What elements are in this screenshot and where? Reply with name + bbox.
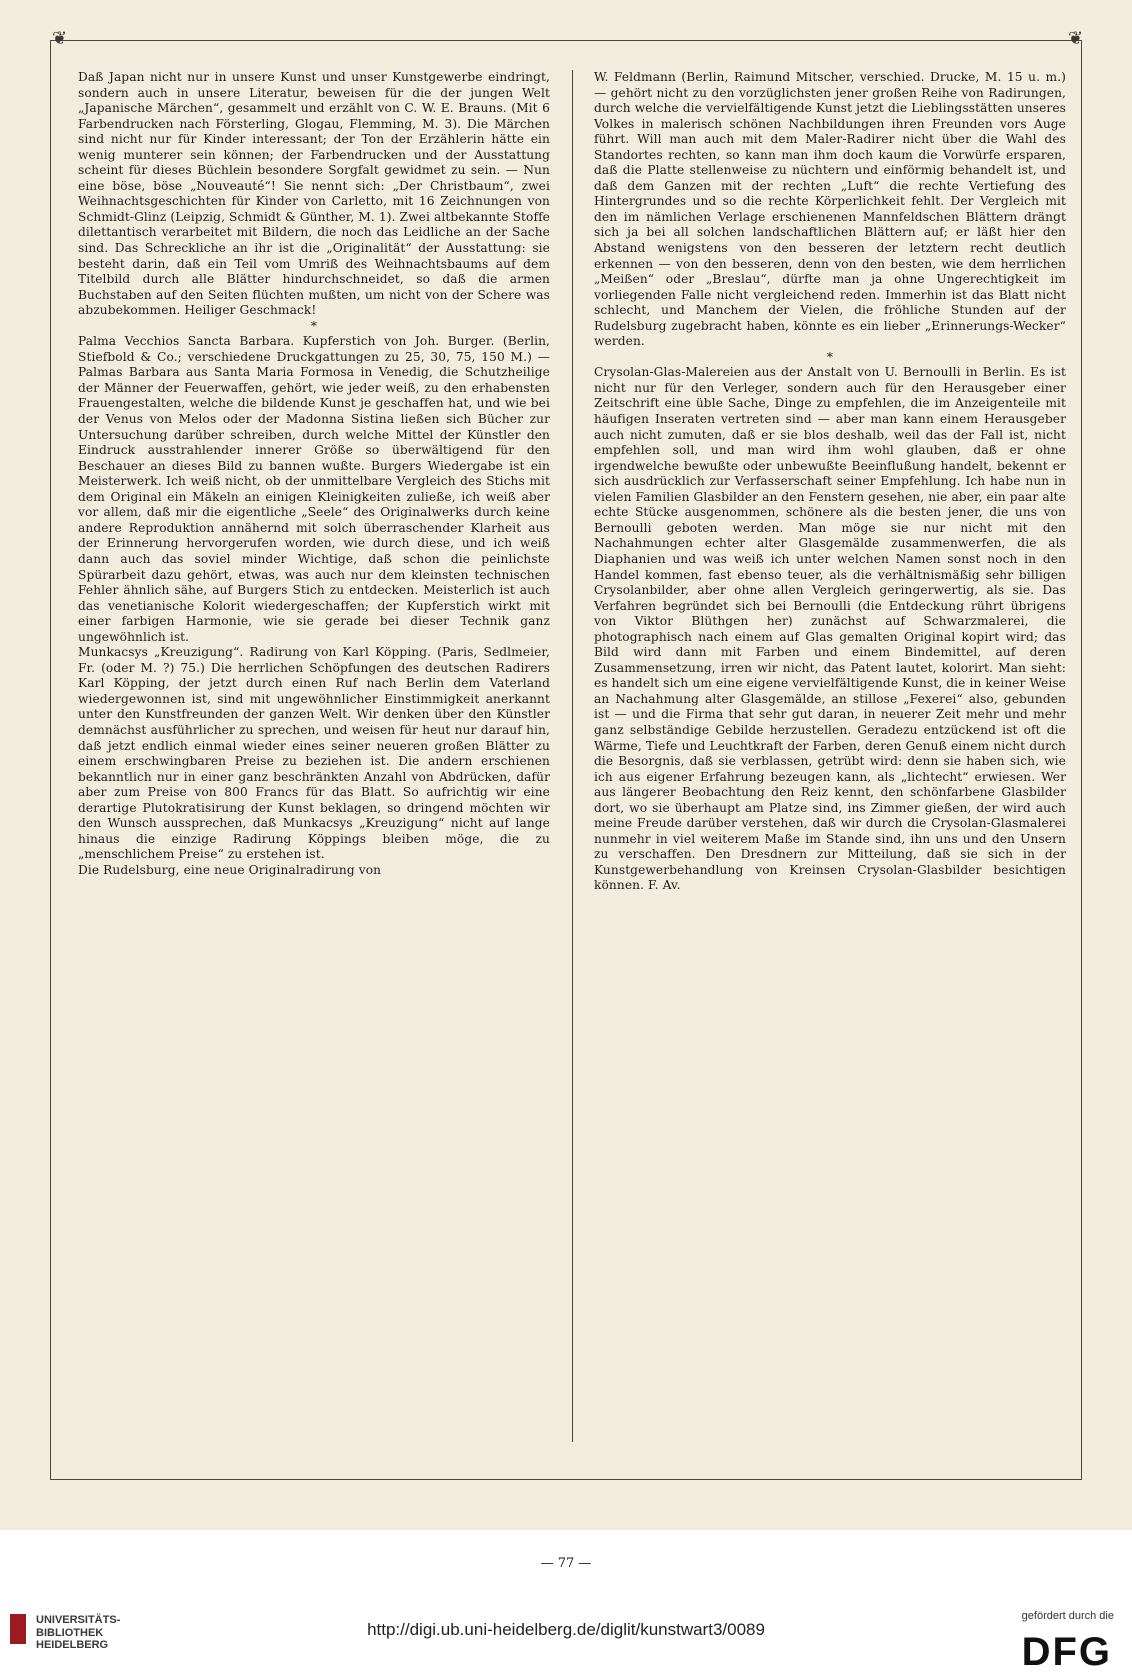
funding-note: gefördert durch die bbox=[1021, 1610, 1114, 1622]
dfg-logo: DFG bbox=[1021, 1630, 1112, 1674]
left-column bbox=[78, 70, 550, 878]
paragraph-crysolan: Crysolan-Glas-Malereien aus der Anstalt von U. Bernoulli in Berlin. Es ist nicht nur für den Verleger, sondern auch für den Herausgeber einer Zeitschrift eine üble Sache, Dinge zu empfehlen, die im Anzeigenteile mit häufigen Inseraten vertreten sind — aber man kann einem Herausgeber auch nicht zumuten, daß er sie blos deshalb, weil das der Fall ist, nicht empfehlen soll, und man wird ihm wohl glauben, daß er ohne irgendwelche bewußte oder unbewußte Beeinflußung handelt, bekennt er sich ausdrücklich zur Verfasserschaft seiner Empfehlung. Ich habe nun in vielen Familien Glasbilder an den Fenstern gesehen, nie aber, ein paar alte echte Stücke ausgenommen, schönere als die besten jener, die uns von Bernoulli geboten werden. Man möge sie nur nicht mit den Nachahmungen echter alter Glasgemälde zusammenwerfen, die als Diaphanien und was weiß ich unter welchen Namen sonst noch in den Handel kommen, fast ebenso teuer, als die verhältnismäßig sehr billigen Crysolanbilder, aber ohne allen Vergleich geringerwertig, als sie. Das Verfahren begründet sich bei Bernoulli (die Entdeckung rührt übrigens von Viktor Blüthgen her) zunächst auf Schwarzmalerei, die photographisch nach einem auf Glas gemalten Original kopirt wird; das Bild wird dann mit Farben und einem Bindemittel, auf deren Zusammensetzung, irren wir nicht, das Patent lautet, kolorirt. Man sieht: es handelt sich um eine eigene vervielfältigende Kunst, die in keiner Weise an Nachahmung alter Glasgemälde, an stillose „Fexerei“ also, gebunden ist — und die Firma that sehr gut daran, in neuerer Zeit mehr und mehr ganz selbständige Gebilde herzustellen. Geradezu entzückend ist oft die Wärme, Tiefe und Leuchtkraft der Farben, deren Genuß einem nicht durch die Besorgnis, daß sie verblassen, getrübt wird: denn sie haben sich, wie ich aus eigener Erfahrung bezeugen kann, als „lichtecht“ erwiesen. Wer aus längerer Beobachtung den Reiz kennt, den schönfarbene Glasbilder dort, wo sie überhaupt am Platze sind, ins Zimmer gießen, der wird auch meine Freude darüber verstehen, daß wir durch die Crysolan-Glasmalerei nunmehr in viel weiterem Maße im Stande sind, ihn uns und den Unsern zu verschaffen. Den Dresdnern zur Mitteilung, daß sie sich in der Kunstgewerbehandlung von Kreinsen Crysolan-Glasbilder besichtigen können. F. Av. bbox=[594, 365, 1066, 893]
paragraph-palma: Palma Vecchios Sancta Barbara. Kupferstich von Joh. Burger. (Berlin, Stiefbold & Co.; verschiedene Druckgattungen zu 25, 30, 75, 150 M.) — Palmas Barbara aus Santa Maria Formosa in Venedig, die Schutzheilige der Männer der Feuerwaffen, gehört, wie jeder weiß, zu den erhabensten Frauengestalten, welche die bildende Kunst je geschaffen hat, und wie bei der Venus von Melos oder der Madonna Sistina ließen sich Bücher zur Untersuchung darüber schreiben, durch welche Mittel der Künstler den Eindruck ausstrahlender innerer Größe so überwältigend für den Beschauer an dieses Bild zu bannen wußte. Burgers Wiedergabe ist ein Meisterwerk. Ich weiß nicht, ob der unmittelbare Vergleich des Stichs mit dem Original ein Mäkeln an einigen Kleinigkeiten zuließe, ich weiß aber vor allem, daß mir die eigentliche „Seele“ des Originalwerks durch keine andere Reproduktion annähernd mit solch überraschender Klarheit aus der Erinnerung hervorgerufen worden, wie durch diese, und ich weiß dann auch das soviel minder Wichtige, daß schon die peinlichste Spürarbeit dazu gehört, etwas, was auch nur dem kleinsten technischen Fehler ähnlich sähe, auf Burgers Stich zu entdecken. Meisterlich ist auch das venetianische Kolorit wiedergeschaffen; der Kupferstich wirkt mit einer farbigen Harmonie, wie sie gerade bei dieser Technik ganz ungewöhnlich ist. bbox=[78, 334, 550, 644]
paragraph-japan: Daß Japan nicht nur in unsere Kunst und unser Kunstgewerbe eindringt, sondern auch in unsere Literatur, beweisen für die der jungen Welt „Japanische Märchen“, gesammelt und erzählt von C. W. E. Brauns. (Mit 6 Farbendrucken nach Försterling, Glogau, Flemming, M. 3). Die Märchen sind nicht nur für Kinder interessant; der Ton der Erzählerin hätte ein wenig munterer sein können; der Farbendrucken und der Ausstattung scheint für dieses Büchlein besondere Sorgfalt gewidmet zu sein. — Nun eine böse, böse „Nouveauté“! Sie nennt sich: „Der Christbaum“, zwei Weihnachtsgeschichten für Kinder von Carletto, mit 16 Zeichnungen von Schmidt-Glinz (Leipzig, Schmidt & Günther, M. 1). Zwei altbekannte Stoffe dilettantisch verarbeitet mit Bildern, die noch das Leidliche an der Sache sind. Das Schreckliche an ihr ist die „Originalität“ der Ausstattung: sie besteht darin, daß ein Teil vom Umriß des Weihnachtsbaums auf dem Titelbild durch alle Blätter hindurchschneidet, so daß die armen Buchstaben auf den Seiten flüchten mußten, um nicht von der Schere was abzubekommen. Heiliger Geschmack! bbox=[78, 70, 550, 318]
separator-star: * bbox=[826, 349, 834, 364]
page-number: — 77 — bbox=[540, 1556, 592, 1571]
corner-ornament-icon: ❦ bbox=[52, 28, 68, 49]
paragraph-feldmann: W. Feldmann (Berlin, Raimund Mitscher, verschied. Drucke, M. 15 u. m.) — gehört nicht zu den vorzüglichsten jener großen Reihe von Radirungen, durch welche die vervielfältigende Kunst jetzt die Lieblingsstätten unseres Volkes in malerisch schönen Nachbildungen ihren Freunden vors Auge führt. Will man auch mit dem Maler-Radirer nicht über die Wahl des Standortes rechten, so kann man ihm doch kaum die Vorwürfe ersparen, daß die Platte stellenweise zu nüchtern und einförmig behandelt ist, und daß dem Ganzen mit der rechten „Luft“ die rechte Vertiefung des Hintergrundes und so die rechte Körperlichkeit fehlt. Der Vergleich mit den im nämlichen Verlage erschienenen Mannfeldschen Blättern drängt sich ja bei all solchen landschaftlichen Blättern auf; er läßt hier den Abstand wenigstens von den besseren der letztern recht deutlich erkennen — von den besseren, denn von den besten, wie dem herrlichen „Meißen“ oder „Breslau“, dürfte man ja ohne Ungerechtigkeit im vorliegenden Falle nicht vergleichend reden. Immerhin ist das Blatt nicht schlecht, und Manchem der Vielen, die fröhliche Stunden auf der Rudelsburg zugebracht haben, könnte es ein lieber „Erinnerungs-Wecker“ werden. bbox=[594, 70, 1066, 349]
paragraph-munkacsy: Munkacsys „Kreuzigung“. Radirung von Karl Köpping. (Paris, Sedlmeier, Fr. (oder M. ?) 75.) Die herrlichen Schöpfungen des deutschen Radirers Karl Köpping, der jetzt durch einen Ruf nach Berlin dem Vaterland wiedergewonnen ist, sind mit ungewöhnlicher Einstimmigkeit anerkannt unter den Kunstfreunden der ganzen Welt. Wir denken über den Künstler demnächst ausführlicher zu sprechen, und weisen für heut nur darauf hin, daß jetzt endlich einmal wieder eines seiner neueren großen Blätter zu einem erschwingbaren Preise zu beziehen ist. Die andern erschienen bekanntlich nur in einer ganz beschränkten Anzahl von Abdrücken, dafür aber zum Preise von 800 Francs für das Blatt. So aufrichtig wir eine derartige Plutokratisirung der Kunst beklagen, so dringend möchten wir den Wunsch aussprechen, daß Munkacsys „Kreuzigung“ nicht auf lange hinaus die einzige Radirung Köppings bleiben möge, die zu „menschlichem Preise“ zu erstehen ist. bbox=[78, 645, 550, 862]
right-column bbox=[594, 70, 1066, 894]
paragraph-rudelsburg: Die Rudelsburg, eine neue Originalradirung von bbox=[78, 862, 382, 877]
separator-star: * bbox=[310, 318, 318, 333]
corner-ornament-icon: ❦ bbox=[1068, 28, 1084, 49]
university-name: UNIVERSITÄTS- BIBLIOTHEK HEIDELBERG bbox=[36, 1614, 121, 1651]
column-divider bbox=[572, 70, 573, 1442]
source-url[interactable]: http://digi.ub.uni-heidelberg.de/diglit/kunstwart3/0089 bbox=[367, 1620, 765, 1639]
